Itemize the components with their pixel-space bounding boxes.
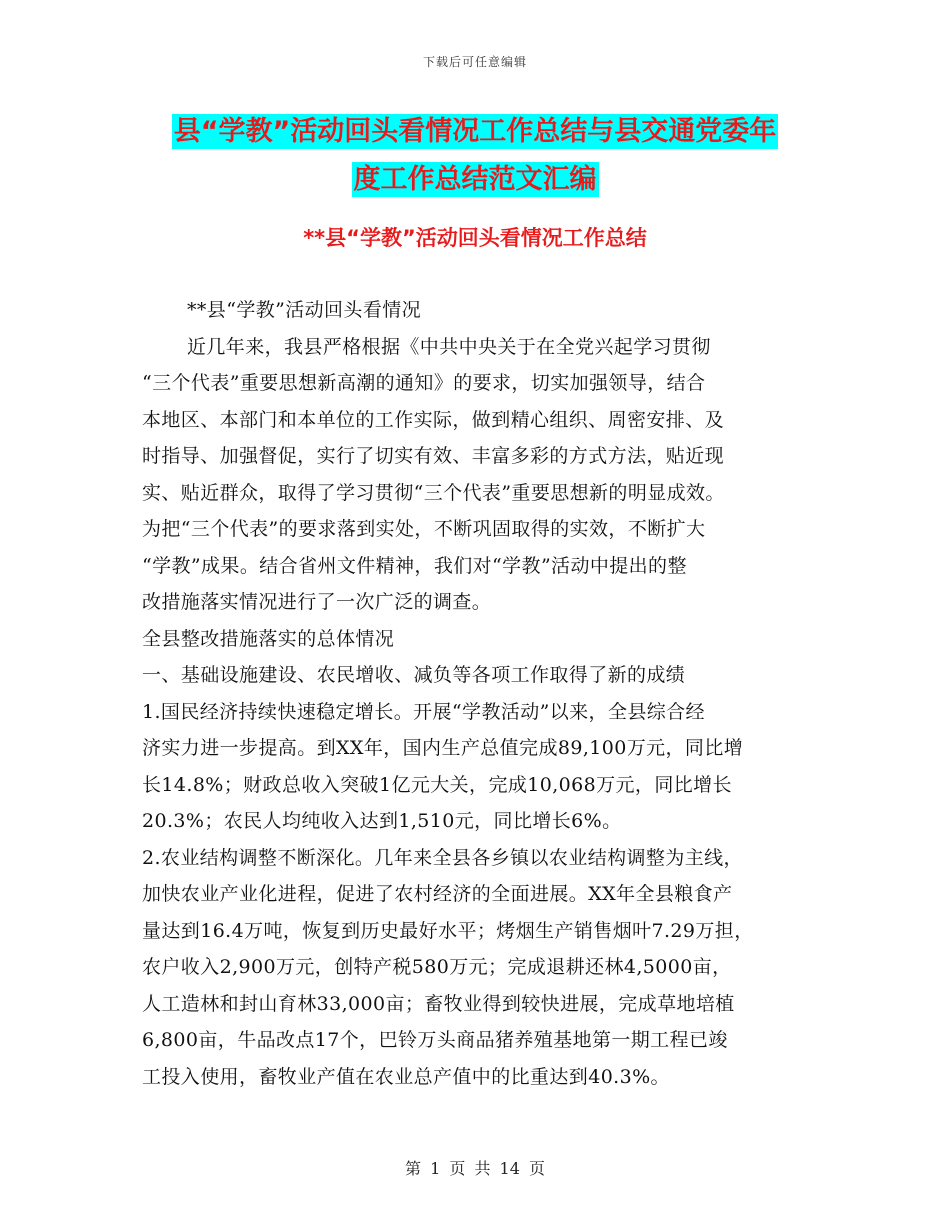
document-title [0,108,950,204]
paragraph-line: 2.农业结构调整不断深化。几年来全县各乡镇以农业结构调整为主线， [142,846,743,869]
paragraph-line: 时指导、加强督促，实行了切实有效、丰富多彩的方式方法，贴近现 [142,445,725,467]
paragraph-line: 改措施落实情况进行了一次广泛的调查。 [142,591,492,613]
section-title: **县“学教”活动回头看情况工作总结 [303,226,647,250]
paragraph-line: 济实力进一步提高。到XX年，国内生产总值完成89,100万元，同比增 [142,737,744,759]
paragraph-line: “三个代表”重要思想新高潮的通知》的要求，切实加强领导，结合 [142,372,706,394]
paragraph-line: 加快农业产业化进程，促进了农村经济的全面进展。XX年全县粮食产 [142,883,733,905]
paragraph-line: 20.3%；农民人均纯收入达到1,510元，同比增长6%。 [142,810,622,832]
paragraph-line: “学教”成果。结合省州文件精神，我们对“学教”活动中提出的整 [142,554,687,577]
paragraph-line: 本地区、本部门和本单位的工作实际，做到精心组织、周密安排、及 [142,408,725,431]
paragraph-line: 近几年来，我县严格根据《中共中央关于在全党兴起学习贯彻 [187,335,711,358]
paragraph-line: 为把“三个代表”的要求落到实处，不断巩固取得的实效，不断扩大 [142,518,706,540]
page-number-footer: 第 1 页 共 14 页 [405,1159,545,1178]
paragraph-line: 长14.8%；财政总收入突破1亿元大关，完成10,068万元，同比增长 [142,773,732,796]
paragraph-line: 工投入使用，畜牧业产值在农业总产值中的比重达到40.3%。 [142,1065,670,1088]
document-title-line-1: 县“学教”活动回头看情况工作总结与县交通党委年 [173,116,777,147]
subtitle-line: **县“学教”活动回头看情况 [187,299,422,321]
paragraph-line: 6,800亩，牛品改点17个，巴铃万头商品猪养殖基地第一期工程已竣 [142,1029,728,1051]
heading-line: 一、基础设施建设、农民增收、减负等各项工作取得了新的成绩 [142,664,686,686]
heading-line: 全县整改措施落实的总体情况 [142,627,395,650]
paragraph-line: 1.国民经济持续快速稳定增长。开展“学教活动”以来，全县综合经 [142,700,705,723]
document-title-line-2: 度工作总结范文汇编 [353,164,597,195]
paragraph-line: 量达到16.4万吨，恢复到历史最好水平；烤烟生产销售烟叶7.29万担， [142,919,754,942]
document-body [142,292,812,1095]
paragraph-line: 农户收入2,900万元，创特产税580万元；完成退耕还林4,5000亩， [142,956,732,978]
paragraph-line: 实、贴近群众，取得了学习贯彻“三个代表”重要思想新的明显成效。 [142,481,725,504]
page-header-note: 下载后可任意编辑 [422,55,527,69]
paragraph-line: 人工造林和封山育林33,000亩；畜牧业得到较快进展，完成草地培植 [142,992,735,1015]
